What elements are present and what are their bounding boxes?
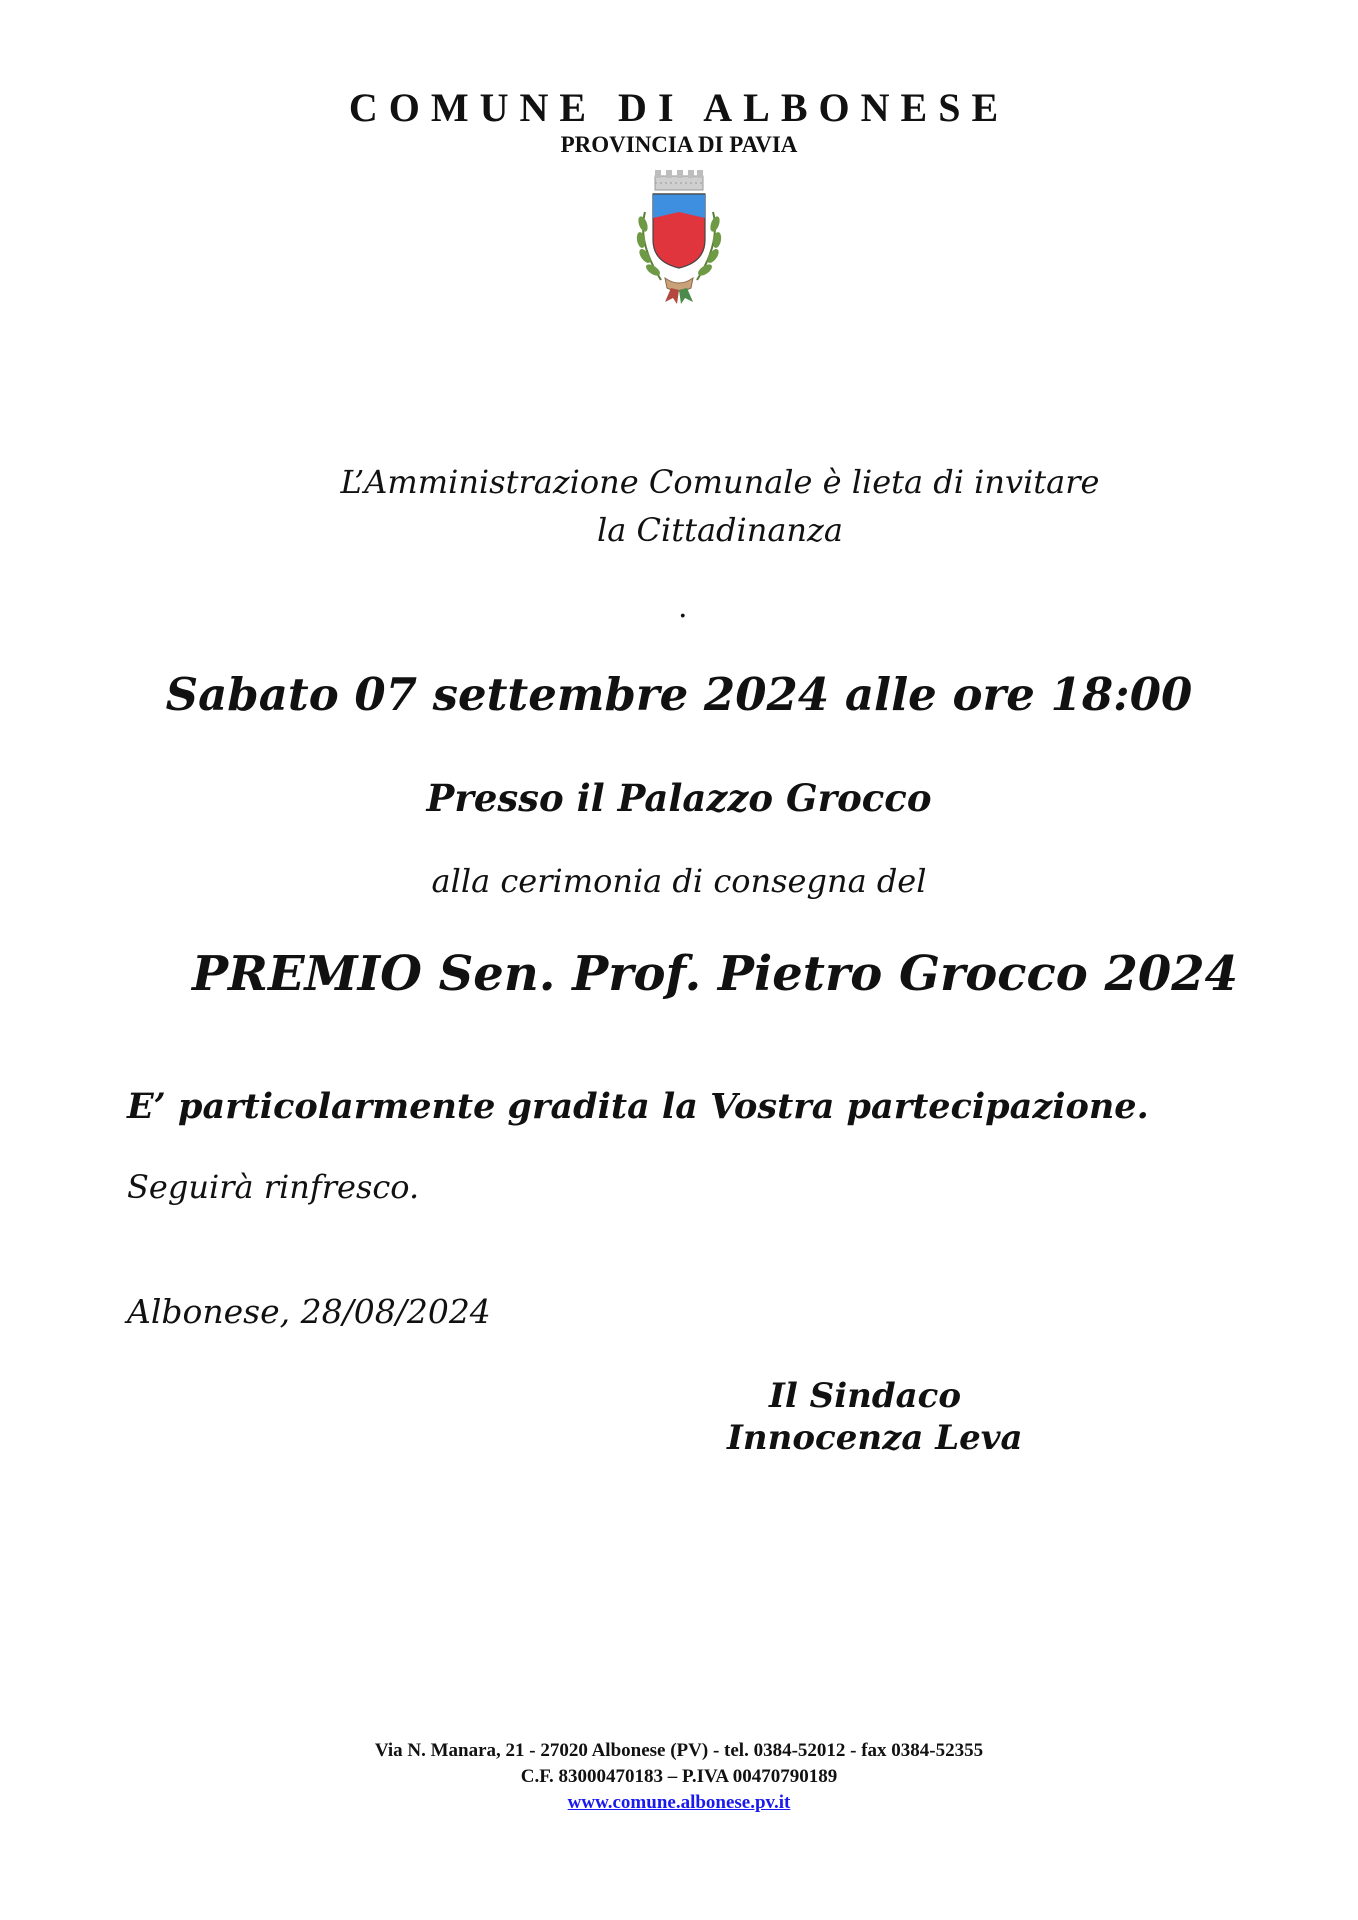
municipality-title: COMUNE DI ALBONESE: [348, 85, 1010, 130]
footer-website-link[interactable]: www.comune.albonese.pv.it: [567, 1792, 791, 1813]
mayor-name: Innocenza Leva: [727, 1418, 1023, 1458]
refreshment-line: Seguirà rinfresco.: [127, 1168, 420, 1206]
invitation-text: [0, 458, 1358, 554]
participation-line: E’ particolarmente gradita la Vostra partecipazione.: [127, 1086, 1149, 1127]
shield-icon: [653, 194, 705, 268]
footer-address: Via N. Manara, 21 - 27020 Albonese (PV) - tel. 0384-52012 - fax 0384-52355: [374, 1740, 984, 1761]
province-subtitle: PROVINCIA DI PAVIA: [560, 132, 798, 157]
invitation-line-1: L’Amministrazione Comunale è lieta di invitare: [340, 463, 1100, 501]
event-place: Presso il Palazzo Grocco: [426, 776, 932, 820]
place-and-date: Albonese, 28/08/2024: [127, 1292, 491, 1331]
coat-of-arms-icon: [631, 162, 727, 310]
ribbon-icon: [665, 278, 693, 304]
event-date: Sabato 07 settembre 2024 alle ore 18:00: [165, 668, 1193, 721]
invitation-line-2: la Cittadinanza: [597, 511, 843, 549]
separator-dot: .: [678, 590, 688, 625]
crown-icon: [655, 170, 703, 190]
mayor-title: Il Sindaco: [769, 1376, 962, 1416]
footer-fiscal: C.F. 83000470183 – P.IVA 00470790189: [520, 1766, 838, 1787]
ceremony-line: alla cerimonia di consegna del: [431, 862, 927, 900]
prize-title: PREMIO Sen. Prof. Pietro Grocco 2024: [191, 946, 1239, 1002]
